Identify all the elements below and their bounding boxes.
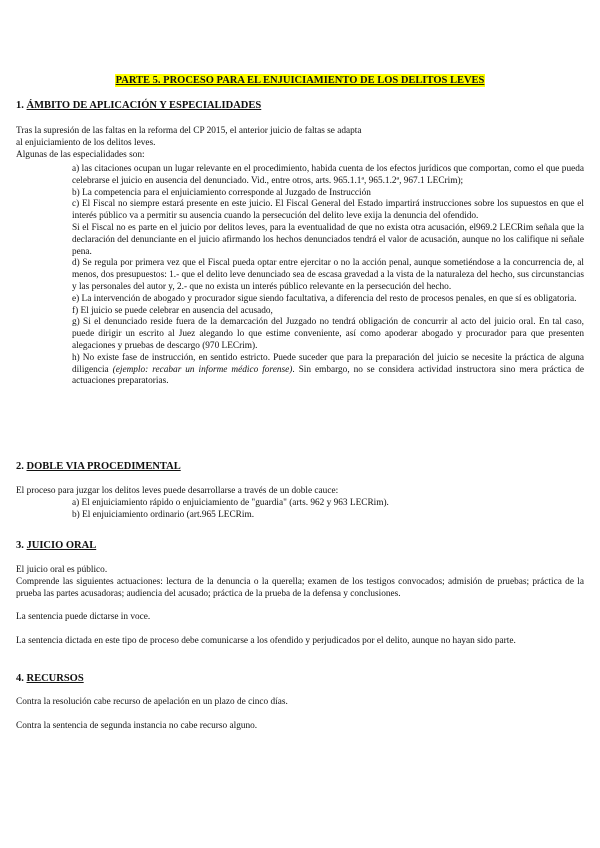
- list-item-c-cont: Si el Fiscal no es parte en el juicio por delitos leves, para la eventualidad de que no exista otra acusación, el969.2 LECRim señala que la declaración del denunciante en el juicio afirmando los hechos denunciados tendrá el valor de acusación, aunque no los califique ni señale pena.: [72, 222, 584, 257]
- section-4-line-2: Contra la sentencia de segunda instancia no cabe recurso alguno.: [16, 720, 258, 731]
- section-4-number: 4.: [16, 673, 24, 684]
- section-1-list: [16, 164, 584, 388]
- section-1-title: ÁMBITO DE APLICACIÓN Y ESPECIALIDADES: [26, 100, 262, 111]
- section-3-line-1: El juicio oral es público.: [16, 565, 108, 575]
- section-2-body: [16, 486, 584, 521]
- section-2-heading: [16, 460, 181, 473]
- section-1-intro: [16, 126, 416, 161]
- section-1-heading: [16, 99, 261, 112]
- section-4-title: RECURSOS: [26, 673, 84, 684]
- list-item-f: f) El juicio se puede celebrar en ausencia del acusado,: [72, 305, 273, 316]
- list-item-h-text: h) No existe fase de instrucción, en sentido estricto. Puede suceder que para la preparación del juicio se necesite la práctica de alguna diligencia: [72, 352, 584, 375]
- list-item-h-example: (ejemplo: recabar un informe médico forense): [112, 364, 293, 375]
- spacer: [16, 600, 584, 612]
- list-item-h: [16, 353, 584, 388]
- list-item-c: c) El Fiscal no siempre estará presente en este juicio. El Fiscal General del Estado impartirá instrucciones sobre los supuestos en que el interés público va a permitir su ausencia cuando la persecución del delito leve exija la denuncia del ofendido.: [72, 199, 584, 222]
- intro-line-3: Algunas de las especialidades son:: [16, 149, 145, 160]
- intro-line-1: Tras la supresión de las faltas en la reforma del CP 2015, el anterior juicio de faltas se adapta: [16, 126, 362, 136]
- section-3-line-3: La sentencia puede dictarse in voce.: [16, 612, 151, 623]
- spacer: [16, 709, 584, 721]
- section-3-line-4: La sentencia dictada en este tipo de proceso debe comunicarse a los ofendido y perjudicados por el delito, aunque no hayan sido parte.: [16, 635, 516, 646]
- section-3-number: 3.: [16, 540, 24, 551]
- section-1-number: 1.: [16, 100, 24, 111]
- section-3-line-2: Comprende las siguientes actuaciones: lectura de la denuncia o la querella; examen de los testigos convocados; admisión de pruebas; práctica de la prueba las partes acusadoras; audiencia del acusado; práctica de la prueba de la defensa y conclusiones.: [16, 576, 584, 599]
- title-wrap: [0, 70, 600, 88]
- section-2-intro: El proceso para juzgar los delitos leves puede desarrollarse a través de un doble cauce:: [16, 486, 339, 496]
- section-4-body: [16, 697, 584, 732]
- section-2-item-b: b) El enjuiciamiento ordinario (art.965 LECRim.: [72, 509, 255, 520]
- section-4-line-1: Contra la resolución cabe recurso de apelación en un plazo de cinco días.: [16, 697, 288, 707]
- list-item-a: a) las citaciones ocupan un lugar relevante en el procedimiento, habida cuenta de los efectos jurídicos que comportan, como el que pueda celebrarse el juicio en ausencia del denunciado. Vid., entre otros, arts. 965.1.1ª, 965.1.2ª, 967.1 LECrim);: [72, 164, 584, 186]
- section-2-number: 2.: [16, 461, 24, 472]
- list-item-e: e) La intervención de abogado y procurador sigue siendo facultativa, a diferencia del resto de procesos penales, en que sí es obligatoria.: [72, 293, 577, 304]
- list-item-d: d) Se regula por primera vez que el Fiscal pueda optar entre ejercitar o no la acción penal, aunque sometiéndose a la concurrencia de, al menos, dos presupuestos: 1.- que el delito leve denunciado sea de escasa gravedad a la vista de la naturaleza del hecho, sus circunstancias y las personales del autor y, 2.- que no exista un interés público relevante en la persecución del hecho.: [72, 258, 584, 292]
- list-item-b: b) La competencia para el enjuiciamiento corresponde al Juzgado de Instrucción: [72, 187, 371, 198]
- list-item-g: g) Si el denunciado reside fuera de la demarcación del Juzgado no tendrá obligación de concurrir al acto del juicio oral. En tal caso, puede dirigir un escrito al Juez alegando lo que estime conveniente, así como apoderar abogado y procurador para que presenten alegaciones y pruebas de descargo (970 LECrim).: [72, 317, 584, 351]
- section-3-heading: [16, 539, 96, 552]
- spacer: [16, 624, 584, 636]
- section-3-body: [16, 565, 584, 648]
- section-2-item-a: a) El enjuiciamiento rápido o enjuiciamiento de "guardia" (arts. 962 y 963 LECRim).: [72, 497, 389, 508]
- section-2-title: DOBLE VIA PROCEDIMENTAL: [26, 461, 181, 472]
- page-title: PARTE 5. PROCESO PARA EL ENJUICIAMIENTO DE LOS DELITOS LEVES: [115, 75, 485, 86]
- intro-line-2: al enjuiciamiento de los delitos leves.: [16, 137, 156, 148]
- section-3-title: JUICIO ORAL: [26, 540, 97, 551]
- section-4-heading: [16, 672, 84, 685]
- list-item-h-tail: . Sin embargo, no se considera actividad instructora sino mera práctica de actuaciones preparatorias.: [72, 364, 585, 387]
